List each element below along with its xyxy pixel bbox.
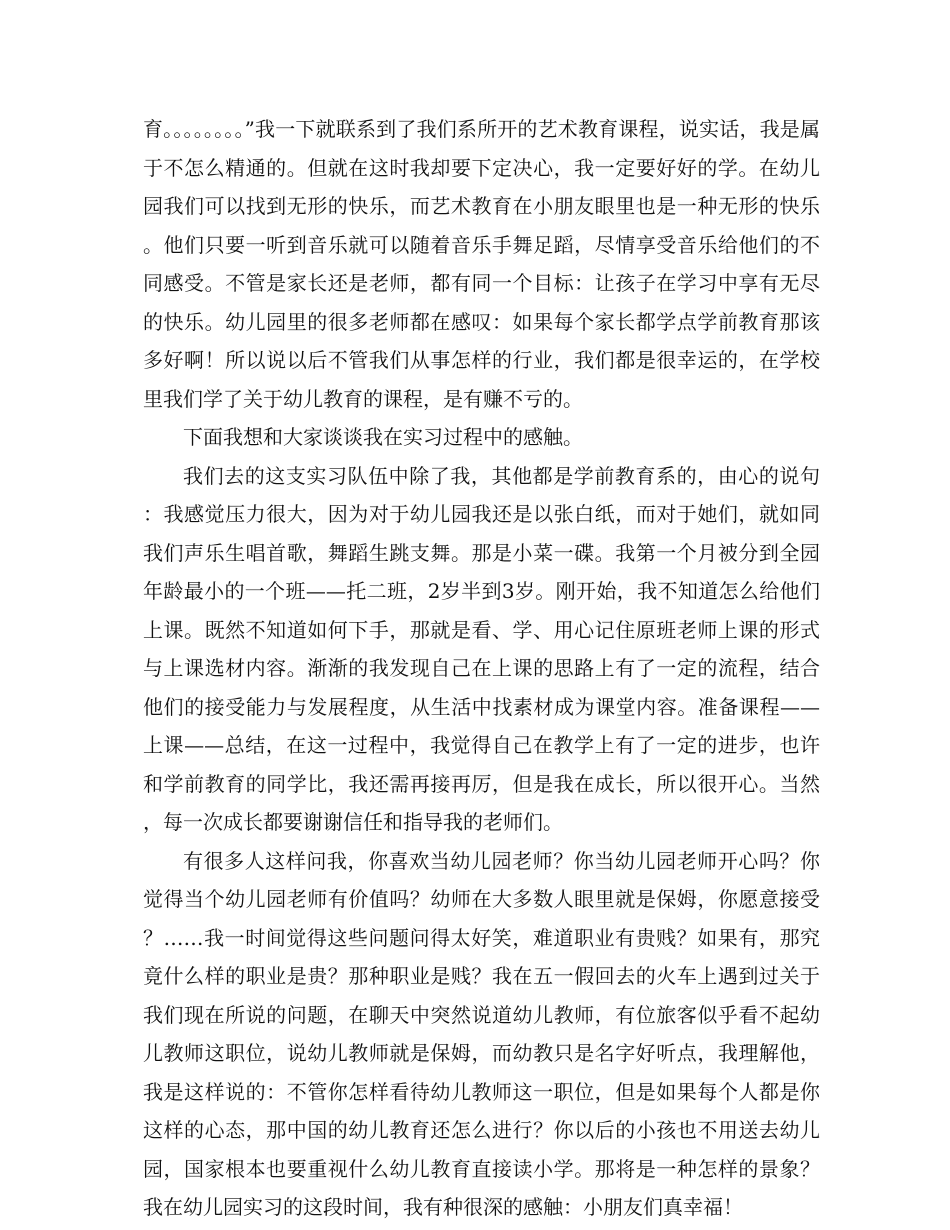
paragraph-art-education: 育。。。。。。。。”我一下就联系到了我们系所开的艺术教育课程，说实话，我是属于不怎么精通的。但就在这时我却要下定决心，我一定要好好的学。在幼儿园我们可以找到无形的快乐，而艺术教育在小朋友眼里也是一种无形的快乐。他们只要一听到音乐就可以随着音乐手舞足蹈，尽情享受音乐给他们的不同感受。不管是家长还是老师，都有同一个目标：让孩子在学习中享有无尽的快乐。幼儿园里的很多老师都在感叹：如果每个家长都学点学前教育那该多好啊！所以说以后不管我们从事怎样的行业，我们都是很幸运的，在学校里我们学了关于幼儿教育的课程，是有赚不亏的。 <box>143 117 820 411</box>
paragraph-internship-intro: 下面我想和大家谈谈我在实习过程中的感触。 <box>183 425 583 449</box>
document-page <box>143 110 820 1227</box>
paragraph-teacher-value: 有很多人这样问我，你喜欢当幼儿园老师？你当幼儿园老师开心吗？你觉得当个幼儿园老师有价值吗？幼师在大多数人眼里就是保姆，你愿意接受？……我一时间觉得这些问题问得太好笑，难道职业有贵贱？如果有，那究竟什么样的职业是贵？那种职业是贱？我在五一假回去的火车上遇到过关于我们现在所说的问题，在聊天中突然说道幼儿教师，有位旅客似乎看不起幼儿教师这职位，说幼儿教师就是保姆，而幼教只是名字好听点，我理解他，我是这样说的：不管你怎样看待幼儿教师这一职位，但是如果每个人都是你这样的心态，那中国的幼儿教育还怎么进行？你以后的小孩也不用送去幼儿园，国家根本也要重视什么幼儿教育直接读小学。那将是一种怎样的景象？我在幼儿园实习的这段时间，我有种很深的感触：小朋友们真幸福！ <box>143 848 820 1219</box>
paragraph-internship-experience: 我们去的这支实习队伍中除了我，其他都是学前教育系的，由心的说句：我感觉压力很大，因为对于幼儿园我还是以张白纸，而对于她们，就如同我们声乐生唱首歌，舞蹈生跳支舞。那是小菜一碟。我第一个月被分到全园年龄最小的一个班——托二班，2岁半到3岁。刚开始，我不知道怎么给他们上课。既然不知道如何下手，那就是看、学、用心记住原班老师上课的形式与上课选材内容。渐渐的我发现自己在上课的思路上有了一定的流程，结合他们的接受能力与发展程度，从生活中找素材成为课堂内容。准备课程——上课——总结，在这一过程中，我觉得自己在教学上有了一定的进步，也许和学前教育的同学比，我还需再接再厉，但是我在成长，所以很开心。当然，每一次成长都要谢谢信任和指导我的老师们。 <box>143 463 820 834</box>
